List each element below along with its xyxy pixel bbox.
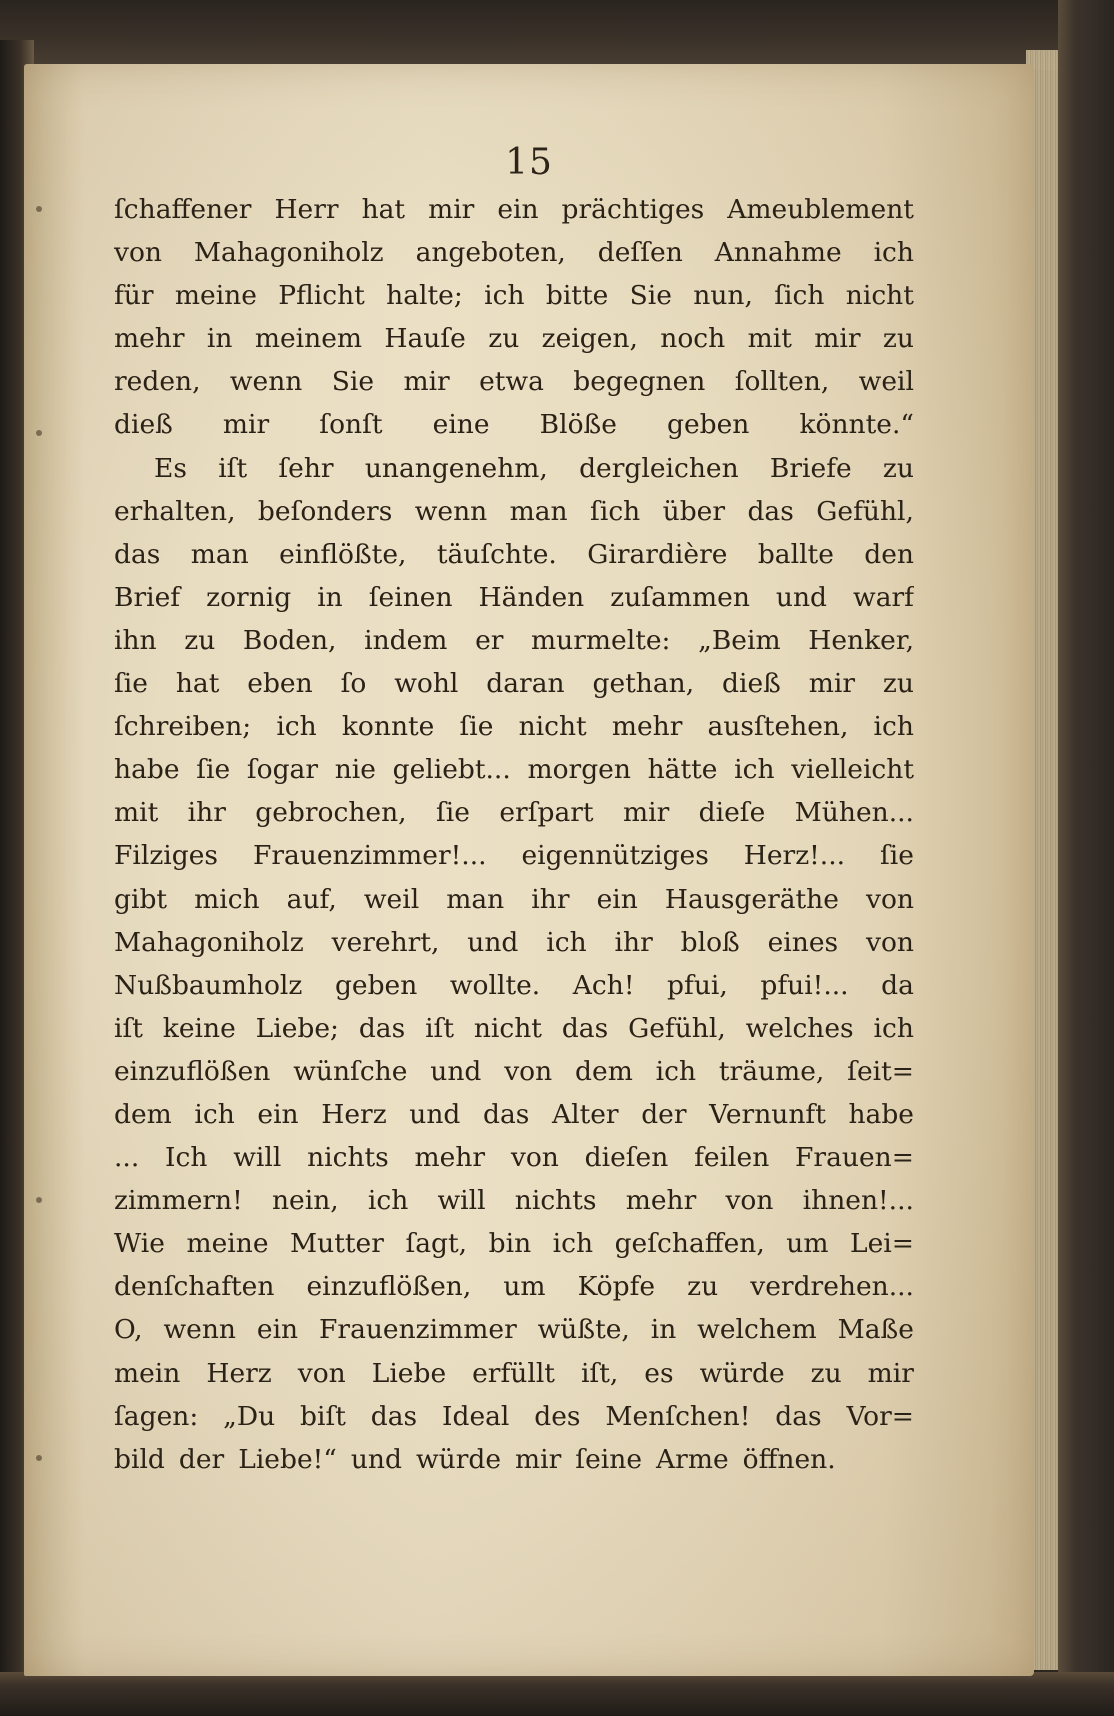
text-word: Girardière [587,538,728,570]
text-word: für [114,280,154,312]
text-word: Vernunft [709,1098,826,1130]
text-word: reden, [114,366,201,398]
text-word: deſſen [597,237,683,269]
margin-speck [36,206,42,212]
text-word: keine [162,1012,236,1044]
text-word: ſeinen [368,581,453,613]
text-word: Liebe; [255,1012,339,1044]
text-word: nichts [514,1185,597,1217]
text-word: Herz [321,1098,387,1130]
text-word: des [534,1400,581,1432]
text-word: täuſchte. [436,538,557,570]
text-word: Brief [114,581,181,613]
text-word: Vor= [846,1400,914,1432]
text-word: pfui, [667,969,728,1001]
text-word: Blöße [539,409,617,441]
text-word: Mahagoniholz [193,237,384,269]
text-word: Ideal [442,1400,510,1432]
text-word: eine [432,409,490,441]
text-word: man [509,495,568,527]
text-word: Alter [551,1098,619,1130]
text-word: über [662,495,726,527]
text-word: ich [194,1098,235,1130]
text-word: nie [334,754,376,786]
text-line [114,878,914,921]
text-line [114,533,914,576]
text-word: ſchaffener [114,194,252,225]
text-word: das [747,495,794,527]
text-word: und [350,1443,402,1475]
text-word: Nußbaumholz [114,969,303,1001]
text-line [114,274,914,317]
text-line [114,360,914,403]
text-word: Es [154,452,187,484]
text-word: weil [363,883,420,915]
text-word: dieſe [698,797,766,829]
text-line [114,231,914,274]
text-word: ſollten, [734,366,830,398]
text-word: Herz!... [743,840,846,872]
text-word: geben [334,969,418,1001]
text-line [114,403,914,446]
text-line [114,1222,914,1265]
text-word: weil [858,366,914,398]
text-word: würde [415,1443,502,1475]
text-word: Ich [165,1142,208,1174]
book-cover-top [0,0,1114,70]
text-word: gebrochen, [255,797,407,829]
text-word: hat [175,668,220,700]
text-word: Köpfe [577,1271,656,1303]
text-word: ihr [614,926,653,958]
text-line [114,662,914,705]
text-word: und [409,1098,461,1130]
text-word: warf [853,581,914,613]
text-word: wünſche [293,1055,408,1087]
text-word: will [233,1142,282,1174]
text-word: ich [367,1185,409,1217]
text-word: Annahme [714,237,842,269]
text-word: nicht [845,280,914,312]
text-word: das [482,1098,530,1130]
text-word: Gefühl, [628,1012,726,1044]
text-word: wenn [163,1314,236,1346]
text-word: mir [622,797,670,829]
text-word: in [650,1314,677,1346]
text-word: ich [734,754,775,786]
text-word: geben [667,409,750,441]
text-word: Frauen= [795,1142,914,1174]
text-word: mir [428,194,475,225]
text-word: in [206,323,233,355]
text-word: vielleicht [791,754,914,786]
text-word: von [510,1142,559,1174]
text-line [114,1352,914,1395]
text-word: ſagt, [405,1228,468,1260]
text-word: angeboten, [415,237,566,269]
text-word: dem [114,1098,172,1130]
text-word: welches [745,1012,854,1044]
text-word: biſt [300,1400,346,1432]
text-word: mit [114,797,159,829]
text-word: Hausgeräthe [664,883,839,915]
text-word: ſie [879,840,914,872]
text-word: mich [194,883,260,915]
text-word: ... [114,1142,140,1174]
text-word: zu [810,1357,842,1389]
text-word: das [370,1400,418,1432]
text-word: Menſchen! [605,1400,751,1432]
text-line [114,964,914,1007]
text-word: zu [488,323,520,355]
text-word: ich [276,711,317,743]
margin-speck [36,430,42,436]
text-line [114,1093,914,1136]
text-word: einzuflößen, [306,1271,472,1303]
text-word: ſagen: [114,1400,199,1432]
text-word: mehr [414,1142,486,1174]
text-word: ſchreiben; [114,711,252,743]
text-word: ſonſt [319,409,383,441]
text-line [114,921,914,964]
text-word: ausſtehen, [707,711,849,743]
text-word: indem [364,624,448,656]
text-word: um [503,1271,546,1303]
text-word: Liebe!“ [238,1443,337,1475]
text-line [114,834,914,877]
text-word: Frauenzimmer [319,1314,517,1346]
text-word: meinem [254,323,363,355]
text-word: dieß [722,668,781,700]
text-line [114,490,914,533]
text-word: bloß [680,926,740,958]
text-word: ich [546,926,587,958]
text-word: mehr [611,711,683,743]
text-word: der [641,1098,687,1130]
text-word: nicht [473,1012,542,1044]
text-word: halte; [386,280,463,312]
text-word: ſie [114,668,148,700]
text-word: ein [256,1314,299,1346]
text-word: morgen [527,754,631,786]
text-word: Ach! [572,969,635,1001]
text-line [114,791,914,834]
text-word: prächtiges [561,194,705,225]
text-line [114,1438,914,1481]
text-word: das [561,1012,609,1044]
text-word: ich [484,280,525,312]
text-line [114,1136,914,1179]
text-word: erſpart [499,797,594,829]
text-word: habe [848,1098,914,1130]
text-word: bild [114,1443,165,1475]
text-word: mir [403,366,450,398]
text-word: Wie [114,1228,165,1260]
text-word: iſt [218,452,248,484]
text-word: ihr [531,883,570,915]
text-word: meine [186,1228,269,1260]
text-word: wohl [394,668,459,700]
text-word: Filziges [114,840,219,872]
text-line [114,317,914,360]
text-word: zu [882,452,914,484]
text-word: Liebe [371,1357,447,1389]
page-text [114,188,914,1481]
text-word: Gefühl, [816,495,914,527]
book-cover-bottom [0,1672,1114,1716]
text-word: gethan, [592,668,695,700]
text-word: erfüllt [472,1357,555,1389]
text-line [114,1050,914,1093]
text-word: das [114,538,161,570]
text-word: murmelte: [531,624,671,656]
text-word: Händen [478,581,585,613]
text-word: bitte [545,280,609,312]
book-page [24,64,1034,1676]
text-word: von [297,1357,346,1389]
text-line [114,1308,914,1351]
text-word: dem [575,1055,633,1087]
text-word: geſchaffen, [614,1228,765,1260]
margin-speck [36,1455,42,1461]
text-word: zuſammen [610,581,750,613]
text-line [114,188,914,231]
text-word: Boden, [242,624,337,656]
text-word: Herr [274,194,339,225]
text-word: hat [361,194,406,225]
text-word: mehr [625,1185,697,1217]
text-word: Herz [206,1357,272,1389]
text-line [114,705,914,748]
text-word: mehr [114,323,185,355]
text-word: von [725,1185,774,1217]
text-word: einzuflößen [114,1055,271,1087]
text-word: hätte [647,754,718,786]
text-word: und [467,926,519,958]
text-word: Arme [656,1443,729,1475]
text-word: ich [552,1228,594,1260]
text-word: mir [867,1357,914,1389]
text-word: begegnen [573,366,706,398]
text-word: zu [882,323,914,355]
text-word: mit [747,323,792,355]
text-word: mir [222,409,270,441]
text-word: da [881,969,914,1001]
text-word: einflößte, [279,538,407,570]
text-word: wenn [229,366,303,398]
text-word: nun, [693,280,753,312]
text-word: träume, [718,1055,825,1087]
text-word: beſonders [257,495,393,527]
text-word: ich [873,1012,914,1044]
text-word: eines [767,926,839,958]
text-word: konnte [341,711,435,743]
text-word: bin [488,1228,532,1260]
text-word: ſie [196,754,231,786]
text-word: nein, [271,1185,339,1217]
text-word: verdrehen... [750,1271,914,1303]
book-cover-right [1058,0,1114,1716]
text-word: wüßte, [537,1314,630,1346]
text-word: pfui!... [760,969,849,1001]
text-word: nichts [307,1142,389,1174]
text-word: Maße [837,1314,914,1346]
text-word: „Beim [698,624,781,656]
text-word: mir [515,1443,562,1475]
text-word: das [775,1400,822,1432]
text-word: ſeine [575,1443,643,1475]
text-word: er [475,624,504,656]
text-word: ſeit= [847,1055,914,1087]
text-word: eben [247,668,313,700]
text-word: um [786,1228,829,1260]
text-word: zimmern! [114,1185,243,1217]
text-word: ihn [114,624,157,656]
text-word: Frauenzimmer!... [252,840,487,872]
text-word: ſich [590,495,641,527]
text-word: O, [114,1314,143,1346]
text-line [114,576,914,619]
text-word: von [504,1055,553,1087]
text-word: unangenehm, [364,452,548,484]
text-word: mir [808,668,856,700]
text-word: ich [655,1055,697,1087]
text-word: ihr [187,797,226,829]
text-word: iſt [425,1012,454,1044]
text-word: habe [114,754,180,786]
text-word: zu [687,1271,719,1303]
text-word: geliebt... [392,754,511,786]
text-word: zu [882,668,914,700]
text-word: öffnen. [742,1443,836,1475]
text-word: Lei= [850,1228,914,1260]
text-word: es [644,1357,674,1389]
text-word: wollte. [449,969,541,1001]
text-word: Hauſe [384,323,466,355]
text-word: Mühen... [794,797,914,829]
text-word: und [430,1055,482,1087]
text-word: ein [497,194,539,225]
text-word: den [864,538,914,570]
text-word: der [178,1443,225,1475]
text-word: mein [114,1357,181,1389]
text-word: Sie [331,366,375,398]
text-word: Ameublement [727,194,914,225]
text-line [114,619,914,662]
text-word: dergleichen [579,452,739,484]
text-word: meine [174,280,257,312]
text-word: iſt [114,1012,143,1044]
text-word: von [865,883,914,915]
text-word: Briefe [769,452,852,484]
text-word: ſogar [246,754,319,786]
text-word: ihnen!... [802,1185,914,1217]
text-word: Henker, [808,624,914,656]
text-word: daran [486,668,565,700]
text-word: zeigen, [541,323,638,355]
text-word: von [114,237,162,269]
text-word: Pflicht [278,280,365,312]
page-number: 15 [505,142,553,183]
text-word: denſchaften [114,1271,275,1303]
text-word: ein [596,883,638,915]
text-word: wenn [414,495,488,527]
text-word: ein [257,1098,299,1130]
text-word: von [866,926,914,958]
text-word: erhalten, [114,495,236,527]
text-word: dieſen [584,1142,669,1174]
text-word: könnte.“ [799,409,914,441]
text-word: eigennütziges [521,840,709,872]
text-word: ſie [435,797,470,829]
text-word: „Du [223,1400,276,1432]
text-word: würde [699,1357,785,1389]
text-line [114,1395,914,1438]
text-line [114,1007,914,1050]
text-word: zu [184,624,216,656]
text-word: dieß [114,409,173,441]
text-word: ſie [459,711,494,743]
text-word: ich [873,237,914,269]
text-word: auf, [286,883,337,915]
text-line [114,748,914,791]
text-word: will [437,1185,486,1217]
margin-speck [36,1197,42,1203]
text-word: ſich [774,280,825,312]
text-word: ballte [757,538,834,570]
text-word: ich [873,711,914,743]
text-word: mir [814,323,861,355]
text-word: ſo [340,668,367,700]
text-word: noch [660,323,726,355]
text-line [114,1179,914,1222]
text-word: man [446,883,505,915]
text-line [114,447,914,490]
text-word: gibt [114,883,168,915]
text-word: zornig [206,581,292,613]
text-word: Mutter [290,1228,384,1260]
text-word: das [358,1012,406,1044]
text-word: und [775,581,828,613]
text-word: iſt, [580,1357,619,1389]
text-line [114,1265,914,1308]
text-word: Sie [629,280,672,312]
text-word: welchem [697,1314,817,1346]
text-word: man [190,538,249,570]
text-word: ſehr [278,452,334,484]
text-word: nicht [518,711,587,743]
text-word: Mahagoniholz [114,926,304,958]
text-word: feilen [694,1142,770,1174]
text-word: etwa [479,366,544,398]
text-word: verehrt, [331,926,440,958]
text-word: in [317,581,343,613]
